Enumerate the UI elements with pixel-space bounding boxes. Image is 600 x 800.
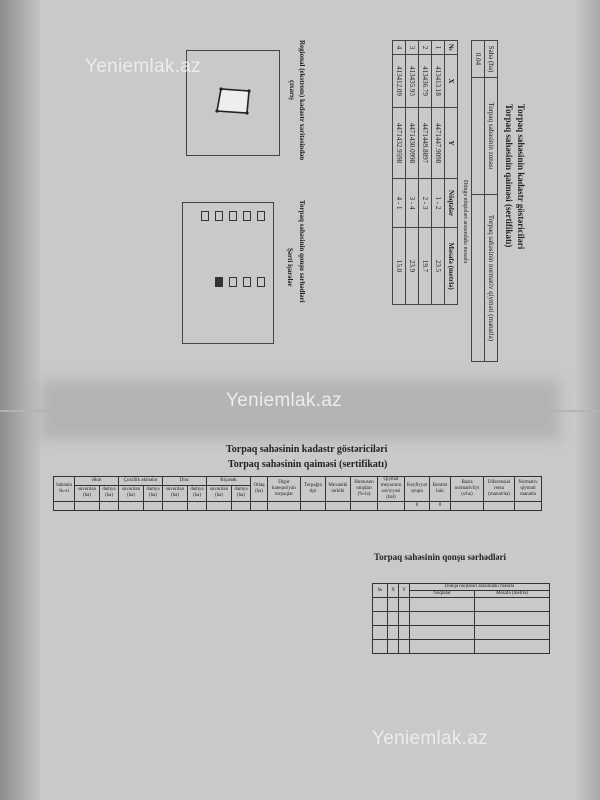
distance-points-header: Nöqtələr xyxy=(445,179,458,228)
page-edge-shadow-right xyxy=(576,0,600,800)
table-row xyxy=(432,41,445,305)
table-row xyxy=(54,502,542,511)
coord-y: 4471449.8897 xyxy=(419,108,432,179)
neighbors-title: Torpaq sahəsinin qonşu sərhədləri xyxy=(374,552,506,562)
nb-header-group: Dönqə nöqtələri arasındakı məsafə xyxy=(410,584,550,591)
col-diger: Digər kateqoriyalı torpaqlar xyxy=(268,477,301,502)
sub-suvarilan: suvarılan (ha) xyxy=(119,485,144,501)
coord-header-y: Y xyxy=(445,108,458,179)
col-diferensial: Diferensial renta (manat/ha) xyxy=(484,477,515,502)
plot-polygon xyxy=(215,87,251,117)
coord-y: 4471432.9598 xyxy=(393,108,406,179)
col-sahenin: Sahənin №-si xyxy=(54,477,75,502)
sketch-caption-line2: çıxarış xyxy=(288,80,296,100)
col-mexaniki: Mexaniki tərkibi xyxy=(326,477,351,502)
sub-suvarilan: suvarılan (ha) xyxy=(75,485,100,501)
table-row xyxy=(373,612,550,626)
legend-symbol xyxy=(201,211,209,221)
legend-symbol xyxy=(229,211,237,221)
col-otlaq: Otlaq (ha) xyxy=(251,477,268,502)
value-bonitet: 0 xyxy=(430,502,451,511)
distance-value: 23.5 xyxy=(432,228,445,305)
cadastral-indicators-table xyxy=(53,476,542,511)
sub-demye: dəmyə (ha) xyxy=(144,485,163,501)
nb-header-points: Nöqtələr xyxy=(410,591,475,598)
watermark: Yeniemlak.az xyxy=(85,56,201,77)
legend-symbol xyxy=(243,211,251,221)
lower-title-line1: Torpaq sahəsinin kadastr göstəriciləri xyxy=(226,444,388,455)
coord-no: 1 xyxy=(432,41,445,55)
sub-suvarilan: suvarılan (ha) xyxy=(207,485,232,501)
upper-title-line1: Torpaq sahəsinin kadastr göstəriciləri xyxy=(516,104,526,250)
distance-points: 3 - 4 xyxy=(406,179,419,228)
coord-no: 4 xyxy=(393,41,406,55)
coord-x: 413435.93 xyxy=(406,55,419,108)
sub-demye: dəmyə (ha) xyxy=(232,485,251,501)
legend-symbol xyxy=(257,211,265,221)
legend-symbol xyxy=(257,277,265,287)
distance-points: 1 - 2 xyxy=(432,179,445,228)
zone-header: Torpaq sahəsinin zonası xyxy=(485,78,498,195)
group-header: Dinc xyxy=(163,477,207,486)
coord-header-x: X xyxy=(445,55,458,108)
sub-demye: dəmyə (ha) xyxy=(188,485,207,501)
table-row xyxy=(406,41,419,305)
value-keyfiyyet: 0 xyxy=(405,502,430,511)
legend-symbol xyxy=(215,211,223,221)
col-bazis: Bazis normativliyi (s/ha) xyxy=(451,477,484,502)
distance-value-header: Məsafə (metrlə) xyxy=(445,228,458,305)
col-humus: Humusun miqdarı (%-lə) xyxy=(351,477,378,502)
legend-box xyxy=(182,202,274,344)
upper-rotated-section xyxy=(170,20,530,380)
coord-header-no: № xyxy=(445,41,458,55)
coordinates-table xyxy=(392,40,458,305)
distance-value: 23.9 xyxy=(406,228,419,305)
group-header: Çoxillik əkmələr xyxy=(119,477,163,486)
nb-header-no: № xyxy=(373,584,388,598)
area-value: 0.04 xyxy=(472,41,485,78)
coord-no: 3 xyxy=(406,41,419,55)
legend-symbol xyxy=(243,277,251,287)
upper-title-line2: Torpaq sahəsinin qaiməsi (sertifikatı) xyxy=(504,104,514,248)
area-header: Sahə (ha) xyxy=(485,41,498,78)
watermark: Yeniemlak.az xyxy=(372,728,488,749)
coord-x: 413436.79 xyxy=(419,55,432,108)
group-header: Əkin xyxy=(75,477,119,486)
distance-value: 15.0 xyxy=(393,228,406,305)
coord-x: 413412.09 xyxy=(393,55,406,108)
legend-title: Torpaq sahəsinin qonşu sərhədləri xyxy=(298,200,306,303)
distance-points: 4 - 1 xyxy=(393,179,406,228)
table-row xyxy=(373,598,550,612)
coord-no: 2 xyxy=(419,41,432,55)
col-keyfiyyet: Keyfiyyət qrupu xyxy=(405,477,430,502)
table-row xyxy=(373,640,550,654)
legend-symbol xyxy=(215,277,223,287)
col-normativ: Normativ qiyməti manatla xyxy=(515,477,542,502)
sub-suvarilan: suvarılan (ha) xyxy=(163,485,188,501)
legend-subtitle: Şərti işarələr xyxy=(286,248,294,287)
nb-header-distance: Məsafə (metrlə) xyxy=(475,591,550,598)
nb-header-x: X xyxy=(388,584,399,598)
col-qiymet: Qiymət meyarının səviyyəsi (bal) xyxy=(378,477,405,502)
nb-header-y: Y xyxy=(399,584,410,598)
col-torpaq-tipi: Torpağın tipi xyxy=(301,477,326,502)
col-bonitet: Bonitet balı xyxy=(430,477,451,502)
distance-points: 2 - 3 xyxy=(419,179,432,228)
normative-header: Torpaq sahəsinin normativ qiyməti (manatla) xyxy=(485,195,498,362)
neighbors-table xyxy=(372,583,550,654)
area-zone-table xyxy=(471,40,498,362)
lower-title-line2: Torpaq sahəsinin qaiməsi (sertifikatı) xyxy=(228,459,388,470)
coord-x: 413413.18 xyxy=(432,55,445,108)
page-edge-shadow-left xyxy=(0,0,40,800)
table-row xyxy=(393,41,406,305)
sketch-caption-line1: Regional (ekstrom) kadastr xəritəsindən xyxy=(298,40,306,161)
watermark: Yeniemlak.az xyxy=(226,390,342,411)
coord-y: 4471447.9098 xyxy=(432,108,445,179)
distance-table-header: Döngə nöqtələri arasındakı məsafə xyxy=(462,180,468,264)
legend-symbol xyxy=(229,277,237,287)
table-row xyxy=(373,626,550,640)
group-header: Biçənək xyxy=(207,477,251,486)
distance-value: 19.7 xyxy=(419,228,432,305)
coord-y: 4471430.0998 xyxy=(406,108,419,179)
table-row xyxy=(419,41,432,305)
sub-demye: dəmyə (ha) xyxy=(100,485,119,501)
